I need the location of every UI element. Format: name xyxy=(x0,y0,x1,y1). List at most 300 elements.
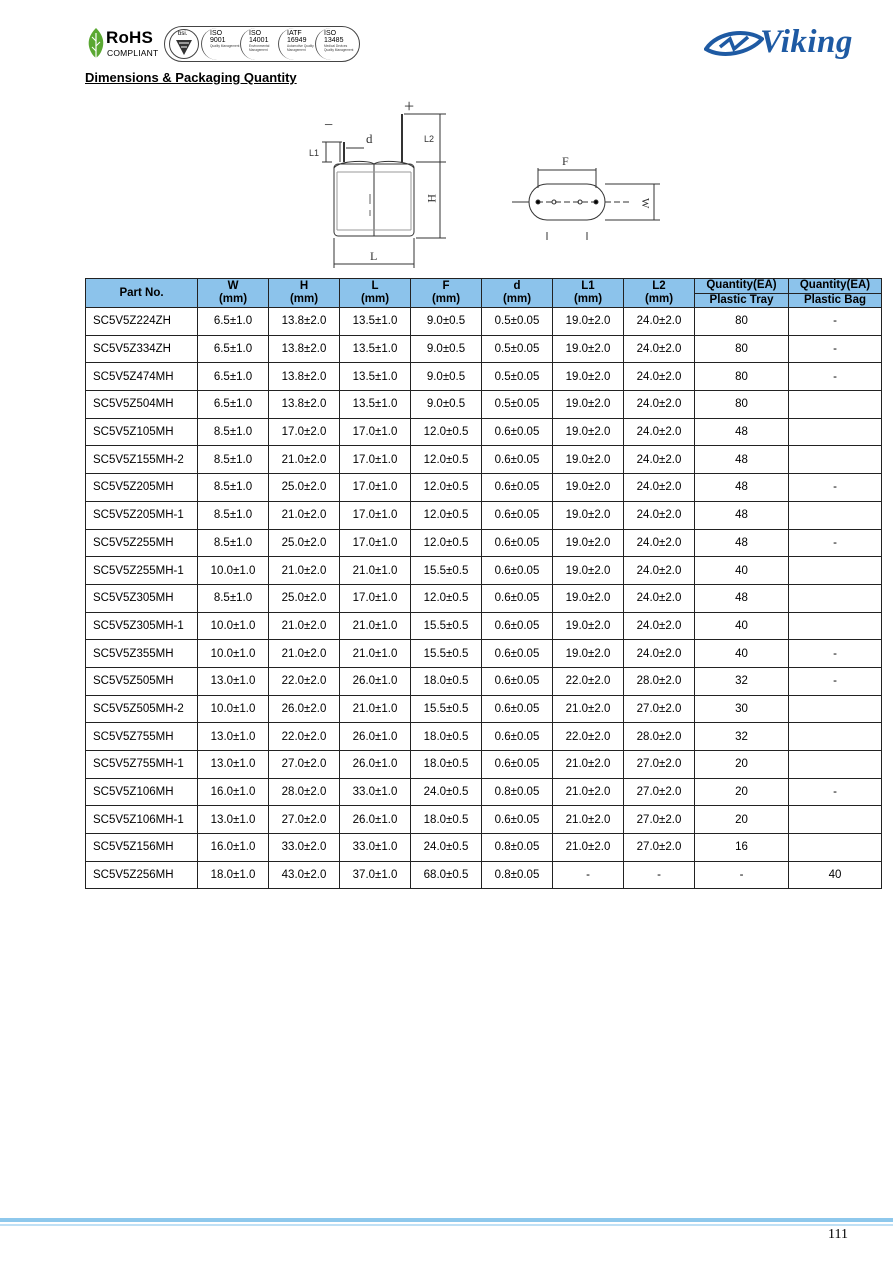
cert-name: ISO xyxy=(324,30,337,37)
part-number-cell: SC5V5Z755MH-1 xyxy=(86,751,198,779)
table-cell: - xyxy=(789,640,882,668)
table-cell: 12.0±0.5 xyxy=(411,418,482,446)
table-cell: 22.0±2.0 xyxy=(553,723,624,751)
table-cell: 43.0±2.0 xyxy=(269,861,340,889)
table-cell: 19.0±2.0 xyxy=(553,363,624,391)
table-cell: 27.0±2.0 xyxy=(624,806,695,834)
part-number-cell: SC5V5Z155MH-2 xyxy=(86,446,198,474)
table-cell: 21.0±2.0 xyxy=(553,806,624,834)
table-cell: 24.0±2.0 xyxy=(624,584,695,612)
table-cell: 48 xyxy=(695,418,789,446)
table-cell: 21.0±2.0 xyxy=(269,612,340,640)
rohs-subtitle: COMPLIANT xyxy=(107,48,159,58)
table-cell: 48 xyxy=(695,474,789,502)
table-cell: - xyxy=(789,474,882,502)
cert-iatf-16949 xyxy=(278,28,320,60)
table-cell: 13.5±1.0 xyxy=(340,335,411,363)
table-cell: 12.0±0.5 xyxy=(411,584,482,612)
header-unit: (mm) xyxy=(431,293,461,305)
table-cell xyxy=(789,751,882,779)
table-cell xyxy=(789,584,882,612)
header-l xyxy=(340,279,411,308)
page-number: 111 xyxy=(828,1227,848,1242)
header-plastic-bag: Plastic Bag xyxy=(789,293,882,308)
part-number-cell: SC5V5Z334ZH xyxy=(86,335,198,363)
table-cell: - xyxy=(789,529,882,557)
table-row xyxy=(86,335,882,363)
table-cell: 6.5±1.0 xyxy=(198,335,269,363)
table-cell: 24.0±2.0 xyxy=(624,363,695,391)
table-cell: 33.0±1.0 xyxy=(340,778,411,806)
header-unit: (mm) xyxy=(502,293,532,305)
table-cell: 40 xyxy=(695,557,789,585)
cert-desc: Medical Devices Quality Management xyxy=(324,44,354,52)
table-cell: 12.0±0.5 xyxy=(411,501,482,529)
table-cell: 24.0±2.0 xyxy=(624,446,695,474)
part-number-cell: SC5V5Z305MH xyxy=(86,584,198,612)
table-cell: - xyxy=(553,861,624,889)
header-w-label: W xyxy=(227,280,239,292)
table-cell: 9.0±0.5 xyxy=(411,363,482,391)
table-cell: 80 xyxy=(695,335,789,363)
kitemark-icon xyxy=(175,39,193,56)
specification-table xyxy=(85,278,882,889)
table-cell: 6.5±1.0 xyxy=(198,391,269,419)
header-unit: (mm) xyxy=(360,293,390,305)
h-label: H xyxy=(425,194,439,203)
table-cell: 9.0±0.5 xyxy=(411,308,482,336)
table-cell: 21.0±1.0 xyxy=(340,695,411,723)
table-cell: 0.5±0.05 xyxy=(482,308,553,336)
table-cell xyxy=(789,501,882,529)
part-number-cell: SC5V5Z156MH xyxy=(86,834,198,862)
rohs-logo xyxy=(86,27,159,61)
cert-number: 13485 xyxy=(324,37,344,44)
table-row xyxy=(86,640,882,668)
table-cell: 16.0±1.0 xyxy=(198,778,269,806)
table-cell xyxy=(789,695,882,723)
table-cell: 6.5±1.0 xyxy=(198,308,269,336)
table-cell: 18.0±0.5 xyxy=(411,667,482,695)
table-cell: 28.0±2.0 xyxy=(624,723,695,751)
table-cell: 8.5±1.0 xyxy=(198,418,269,446)
part-number-cell: SC5V5Z505MH xyxy=(86,667,198,695)
table-cell: 12.0±0.5 xyxy=(411,474,482,502)
table-cell: 27.0±2.0 xyxy=(624,778,695,806)
table-cell: 13.0±1.0 xyxy=(198,806,269,834)
header-l2-label: L2 xyxy=(652,280,666,292)
header-qty-bag: Quantity(EA) xyxy=(789,279,882,294)
header-l1-label: L1 xyxy=(581,280,595,292)
cert-number: 16949 xyxy=(287,37,307,44)
table-cell: 19.0±2.0 xyxy=(553,640,624,668)
table-cell: 17.0±1.0 xyxy=(340,446,411,474)
f-label: F xyxy=(562,154,569,168)
part-number-cell: SC5V5Z256MH xyxy=(86,861,198,889)
header-f xyxy=(411,279,482,308)
cert-desc: Environmental Management xyxy=(249,44,270,52)
table-cell: 0.6±0.05 xyxy=(482,612,553,640)
cert-name: ISO xyxy=(210,30,223,37)
table-cell: 19.0±2.0 xyxy=(553,474,624,502)
table-cell: 25.0±2.0 xyxy=(269,584,340,612)
table-cell: 48 xyxy=(695,584,789,612)
table-cell: 21.0±2.0 xyxy=(553,834,624,862)
table-cell: 15.5±0.5 xyxy=(411,557,482,585)
table-cell: 80 xyxy=(695,308,789,336)
table-cell: 24.0±0.5 xyxy=(411,778,482,806)
table-cell: 20 xyxy=(695,751,789,779)
table-cell: 0.6±0.05 xyxy=(482,529,553,557)
table-cell: 26.0±1.0 xyxy=(340,806,411,834)
cert-name: IATF xyxy=(287,30,302,37)
footer-line-light xyxy=(0,1224,893,1226)
table-cell: 21.0±2.0 xyxy=(269,446,340,474)
table-cell: 8.5±1.0 xyxy=(198,446,269,474)
cert-iso-13485 xyxy=(315,28,357,60)
minus-label: − xyxy=(324,117,334,134)
table-cell: 25.0±2.0 xyxy=(269,529,340,557)
d-label: d xyxy=(366,131,373,146)
table-cell: 24.0±2.0 xyxy=(624,308,695,336)
table-cell: 8.5±1.0 xyxy=(198,584,269,612)
table-cell: 26.0±2.0 xyxy=(269,695,340,723)
table-cell: 25.0±2.0 xyxy=(269,474,340,502)
header-unit: (mm) xyxy=(289,293,319,305)
header-w xyxy=(198,279,269,308)
table-cell xyxy=(789,391,882,419)
cert-number: 9001 xyxy=(210,37,226,44)
table-cell: 18.0±1.0 xyxy=(198,861,269,889)
table-row xyxy=(86,446,882,474)
table-cell xyxy=(789,723,882,751)
table-cell xyxy=(789,557,882,585)
table-cell: 22.0±2.0 xyxy=(269,723,340,751)
table-row xyxy=(86,778,882,806)
table-cell: 6.5±1.0 xyxy=(198,363,269,391)
table-cell: 0.8±0.05 xyxy=(482,778,553,806)
table-cell: 13.5±1.0 xyxy=(340,363,411,391)
part-number-cell: SC5V5Z224ZH xyxy=(86,308,198,336)
table-cell: 10.0±1.0 xyxy=(198,695,269,723)
table-cell: - xyxy=(695,861,789,889)
table-cell: 48 xyxy=(695,529,789,557)
table-cell: 20 xyxy=(695,806,789,834)
part-number-cell: SC5V5Z205MH xyxy=(86,474,198,502)
table-row xyxy=(86,557,882,585)
part-number-cell: SC5V5Z305MH-1 xyxy=(86,612,198,640)
table-cell xyxy=(789,446,882,474)
table-cell: 27.0±2.0 xyxy=(269,751,340,779)
table-cell: 19.0±2.0 xyxy=(553,418,624,446)
table-cell: 16 xyxy=(695,834,789,862)
table-cell: 40 xyxy=(789,861,882,889)
cert-desc: Automotive Quality Management xyxy=(287,44,314,52)
table-cell: 0.6±0.05 xyxy=(482,751,553,779)
header-f-label: F xyxy=(442,280,450,292)
table-row xyxy=(86,806,882,834)
table-header-row xyxy=(86,279,882,294)
part-number-cell: SC5V5Z255MH xyxy=(86,529,198,557)
table-cell: 21.0±2.0 xyxy=(553,695,624,723)
table-cell: 22.0±2.0 xyxy=(553,667,624,695)
table-cell: 24.0±2.0 xyxy=(624,391,695,419)
bsi-name: bsi. xyxy=(178,31,188,37)
table-cell: 0.8±0.05 xyxy=(482,861,553,889)
table-cell: 0.5±0.05 xyxy=(482,391,553,419)
table-cell: 8.5±1.0 xyxy=(198,501,269,529)
part-number-cell: SC5V5Z755MH xyxy=(86,723,198,751)
table-cell: 26.0±1.0 xyxy=(340,667,411,695)
table-cell: 17.0±1.0 xyxy=(340,474,411,502)
rohs-title: RoHS xyxy=(106,28,154,47)
table-row xyxy=(86,695,882,723)
table-cell: 80 xyxy=(695,391,789,419)
table-cell: 24.0±2.0 xyxy=(624,529,695,557)
table-row xyxy=(86,751,882,779)
footer-line xyxy=(0,1218,893,1222)
part-number-cell: SC5V5Z504MH xyxy=(86,391,198,419)
table-cell: 17.0±1.0 xyxy=(340,418,411,446)
table-cell: 0.6±0.05 xyxy=(482,806,553,834)
table-cell: 0.8±0.05 xyxy=(482,834,553,862)
table-cell: 21.0±2.0 xyxy=(269,640,340,668)
table-cell: 24.0±2.0 xyxy=(624,612,695,640)
header-h-label: H xyxy=(299,280,309,292)
table-cell: 10.0±1.0 xyxy=(198,640,269,668)
table-cell: 28.0±2.0 xyxy=(624,667,695,695)
table-cell: 19.0±2.0 xyxy=(553,391,624,419)
header-qty-tray: Quantity(EA) xyxy=(695,279,789,294)
table-cell: - xyxy=(789,667,882,695)
table-cell: 0.5±0.05 xyxy=(482,335,553,363)
table-cell: 33.0±1.0 xyxy=(340,834,411,862)
l-label: L xyxy=(370,249,378,263)
table-cell: 21.0±2.0 xyxy=(553,778,624,806)
cert-number: 14001 xyxy=(249,37,269,44)
table-cell xyxy=(789,834,882,862)
table-cell: 9.0±0.5 xyxy=(411,391,482,419)
l1-label: L1 xyxy=(309,148,320,158)
header-unit: (mm) xyxy=(573,293,603,305)
table-cell: 27.0±2.0 xyxy=(624,751,695,779)
table-cell: 32 xyxy=(695,667,789,695)
part-number-cell: SC5V5Z474MH xyxy=(86,363,198,391)
table-cell: 13.8±2.0 xyxy=(269,363,340,391)
table-cell: 27.0±2.0 xyxy=(269,806,340,834)
table-cell: 48 xyxy=(695,501,789,529)
cert-iso-9001 xyxy=(201,28,243,60)
table-cell: 19.0±2.0 xyxy=(553,529,624,557)
table-cell: 9.0±0.5 xyxy=(411,335,482,363)
table-cell: 0.6±0.05 xyxy=(482,418,553,446)
table-cell: 37.0±1.0 xyxy=(340,861,411,889)
table-cell: 15.5±0.5 xyxy=(411,640,482,668)
leaf-icon xyxy=(86,27,106,59)
table-cell: 80 xyxy=(695,363,789,391)
table-cell: 0.6±0.05 xyxy=(482,474,553,502)
table-row xyxy=(86,834,882,862)
part-number-cell: SC5V5Z355MH xyxy=(86,640,198,668)
certifications-badge xyxy=(164,26,360,62)
table-cell: 21.0±1.0 xyxy=(340,640,411,668)
header-l2 xyxy=(624,279,695,308)
table-cell: 19.0±2.0 xyxy=(553,501,624,529)
table-cell: 12.0±0.5 xyxy=(411,446,482,474)
part-number-cell: SC5V5Z105MH xyxy=(86,418,198,446)
table-cell: 8.5±1.0 xyxy=(198,474,269,502)
table-cell: 19.0±2.0 xyxy=(553,612,624,640)
section-title: Dimensions & Packaging Quantity xyxy=(85,70,297,85)
table-cell: 21.0±2.0 xyxy=(269,557,340,585)
table-cell: 13.0±1.0 xyxy=(198,667,269,695)
table-cell: 13.8±2.0 xyxy=(269,335,340,363)
table-cell: 48 xyxy=(695,446,789,474)
table-cell: 18.0±0.5 xyxy=(411,806,482,834)
table-cell xyxy=(789,806,882,834)
part-number-cell: SC5V5Z255MH-1 xyxy=(86,557,198,585)
table-cell: 26.0±1.0 xyxy=(340,751,411,779)
table-row xyxy=(86,723,882,751)
part-number-cell: SC5V5Z205MH-1 xyxy=(86,501,198,529)
table-cell: 10.0±1.0 xyxy=(198,612,269,640)
table-cell: 17.0±2.0 xyxy=(269,418,340,446)
table-cell: 19.0±2.0 xyxy=(553,584,624,612)
bsi-logo xyxy=(169,29,199,59)
table-cell: 18.0±0.5 xyxy=(411,723,482,751)
table-cell: 0.5±0.05 xyxy=(482,363,553,391)
table-cell: - xyxy=(789,308,882,336)
table-cell: 24.0±2.0 xyxy=(624,501,695,529)
table-row xyxy=(86,308,882,336)
table-cell: 21.0±2.0 xyxy=(553,751,624,779)
table-row xyxy=(86,529,882,557)
table-cell: 22.0±2.0 xyxy=(269,667,340,695)
table-cell: 27.0±2.0 xyxy=(624,695,695,723)
header-l-label: L xyxy=(371,280,379,292)
table-row xyxy=(86,667,882,695)
table-cell: 13.5±1.0 xyxy=(340,391,411,419)
table-row xyxy=(86,584,882,612)
l2-label: L2 xyxy=(424,134,435,144)
table-row xyxy=(86,391,882,419)
table-row xyxy=(86,612,882,640)
table-body xyxy=(86,308,882,889)
table-cell: 21.0±1.0 xyxy=(340,612,411,640)
table-cell: 33.0±2.0 xyxy=(269,834,340,862)
table-cell: 21.0±1.0 xyxy=(340,557,411,585)
table-cell xyxy=(789,418,882,446)
table-cell xyxy=(789,612,882,640)
table-cell: 15.5±0.5 xyxy=(411,612,482,640)
header-h xyxy=(269,279,340,308)
table-cell: 28.0±2.0 xyxy=(269,778,340,806)
table-cell: - xyxy=(789,335,882,363)
table-cell: 0.6±0.05 xyxy=(482,667,553,695)
table-cell: 17.0±1.0 xyxy=(340,584,411,612)
table-cell: 68.0±0.5 xyxy=(411,861,482,889)
table-cell: 13.0±1.0 xyxy=(198,723,269,751)
table-cell: 13.8±2.0 xyxy=(269,391,340,419)
table-row xyxy=(86,501,882,529)
dimension-diagram xyxy=(300,98,670,273)
table-cell: 17.0±1.0 xyxy=(340,501,411,529)
cert-desc: Quality Management xyxy=(210,44,240,48)
table-cell: 32 xyxy=(695,723,789,751)
part-number-cell: SC5V5Z505MH-2 xyxy=(86,695,198,723)
table-cell: 13.0±1.0 xyxy=(198,751,269,779)
table-cell: 0.6±0.05 xyxy=(482,446,553,474)
table-row xyxy=(86,363,882,391)
table-cell: - xyxy=(624,861,695,889)
viking-eye-icon xyxy=(704,27,764,63)
table-cell: 0.6±0.05 xyxy=(482,640,553,668)
table-cell: 19.0±2.0 xyxy=(553,308,624,336)
table-cell: - xyxy=(789,778,882,806)
table-cell: 21.0±2.0 xyxy=(269,501,340,529)
table-cell: 27.0±2.0 xyxy=(624,834,695,862)
table-cell: 24.0±2.0 xyxy=(624,557,695,585)
table-cell: 24.0±2.0 xyxy=(624,640,695,668)
table-cell: 0.6±0.05 xyxy=(482,584,553,612)
brand-name: Viking xyxy=(760,24,853,60)
table-cell: 24.0±2.0 xyxy=(624,335,695,363)
table-cell: 15.5±0.5 xyxy=(411,695,482,723)
header-l1 xyxy=(553,279,624,308)
table-cell: 40 xyxy=(695,612,789,640)
header-part-no: Part No. xyxy=(86,279,198,308)
table-cell: 13.8±2.0 xyxy=(269,308,340,336)
table-cell: 0.6±0.05 xyxy=(482,557,553,585)
table-cell: 24.0±0.5 xyxy=(411,834,482,862)
table-cell: 19.0±2.0 xyxy=(553,446,624,474)
table-cell: 40 xyxy=(695,640,789,668)
cert-iso-14001 xyxy=(240,28,282,60)
table-cell: - xyxy=(789,363,882,391)
table-cell: 12.0±0.5 xyxy=(411,529,482,557)
header-d xyxy=(482,279,553,308)
header-unit: (mm) xyxy=(644,293,674,305)
table-cell: 19.0±2.0 xyxy=(553,557,624,585)
header-plastic-tray: Plastic Tray xyxy=(695,293,789,308)
table-cell: 16.0±1.0 xyxy=(198,834,269,862)
cert-name: ISO xyxy=(249,30,262,37)
table-cell: 0.6±0.05 xyxy=(482,501,553,529)
table-cell: 0.6±0.05 xyxy=(482,723,553,751)
plus-label: + xyxy=(404,98,415,116)
table-cell: 0.6±0.05 xyxy=(482,695,553,723)
table-cell: 24.0±2.0 xyxy=(624,474,695,502)
page-header xyxy=(0,0,893,70)
header-unit: (mm) xyxy=(218,293,248,305)
table-cell: 8.5±1.0 xyxy=(198,529,269,557)
viking-logo xyxy=(704,24,854,64)
table-cell: 24.0±2.0 xyxy=(624,418,695,446)
table-cell: 17.0±1.0 xyxy=(340,529,411,557)
table-cell: 10.0±1.0 xyxy=(198,557,269,585)
table-row xyxy=(86,861,882,889)
header-d-label: d xyxy=(513,280,521,292)
table-row xyxy=(86,474,882,502)
table-cell: 20 xyxy=(695,778,789,806)
part-number-cell: SC5V5Z106MH xyxy=(86,778,198,806)
table-cell: 13.5±1.0 xyxy=(340,308,411,336)
table-row xyxy=(86,418,882,446)
w-label: W xyxy=(639,198,651,209)
table-cell: 30 xyxy=(695,695,789,723)
table-cell: 19.0±2.0 xyxy=(553,335,624,363)
table-cell: 26.0±1.0 xyxy=(340,723,411,751)
